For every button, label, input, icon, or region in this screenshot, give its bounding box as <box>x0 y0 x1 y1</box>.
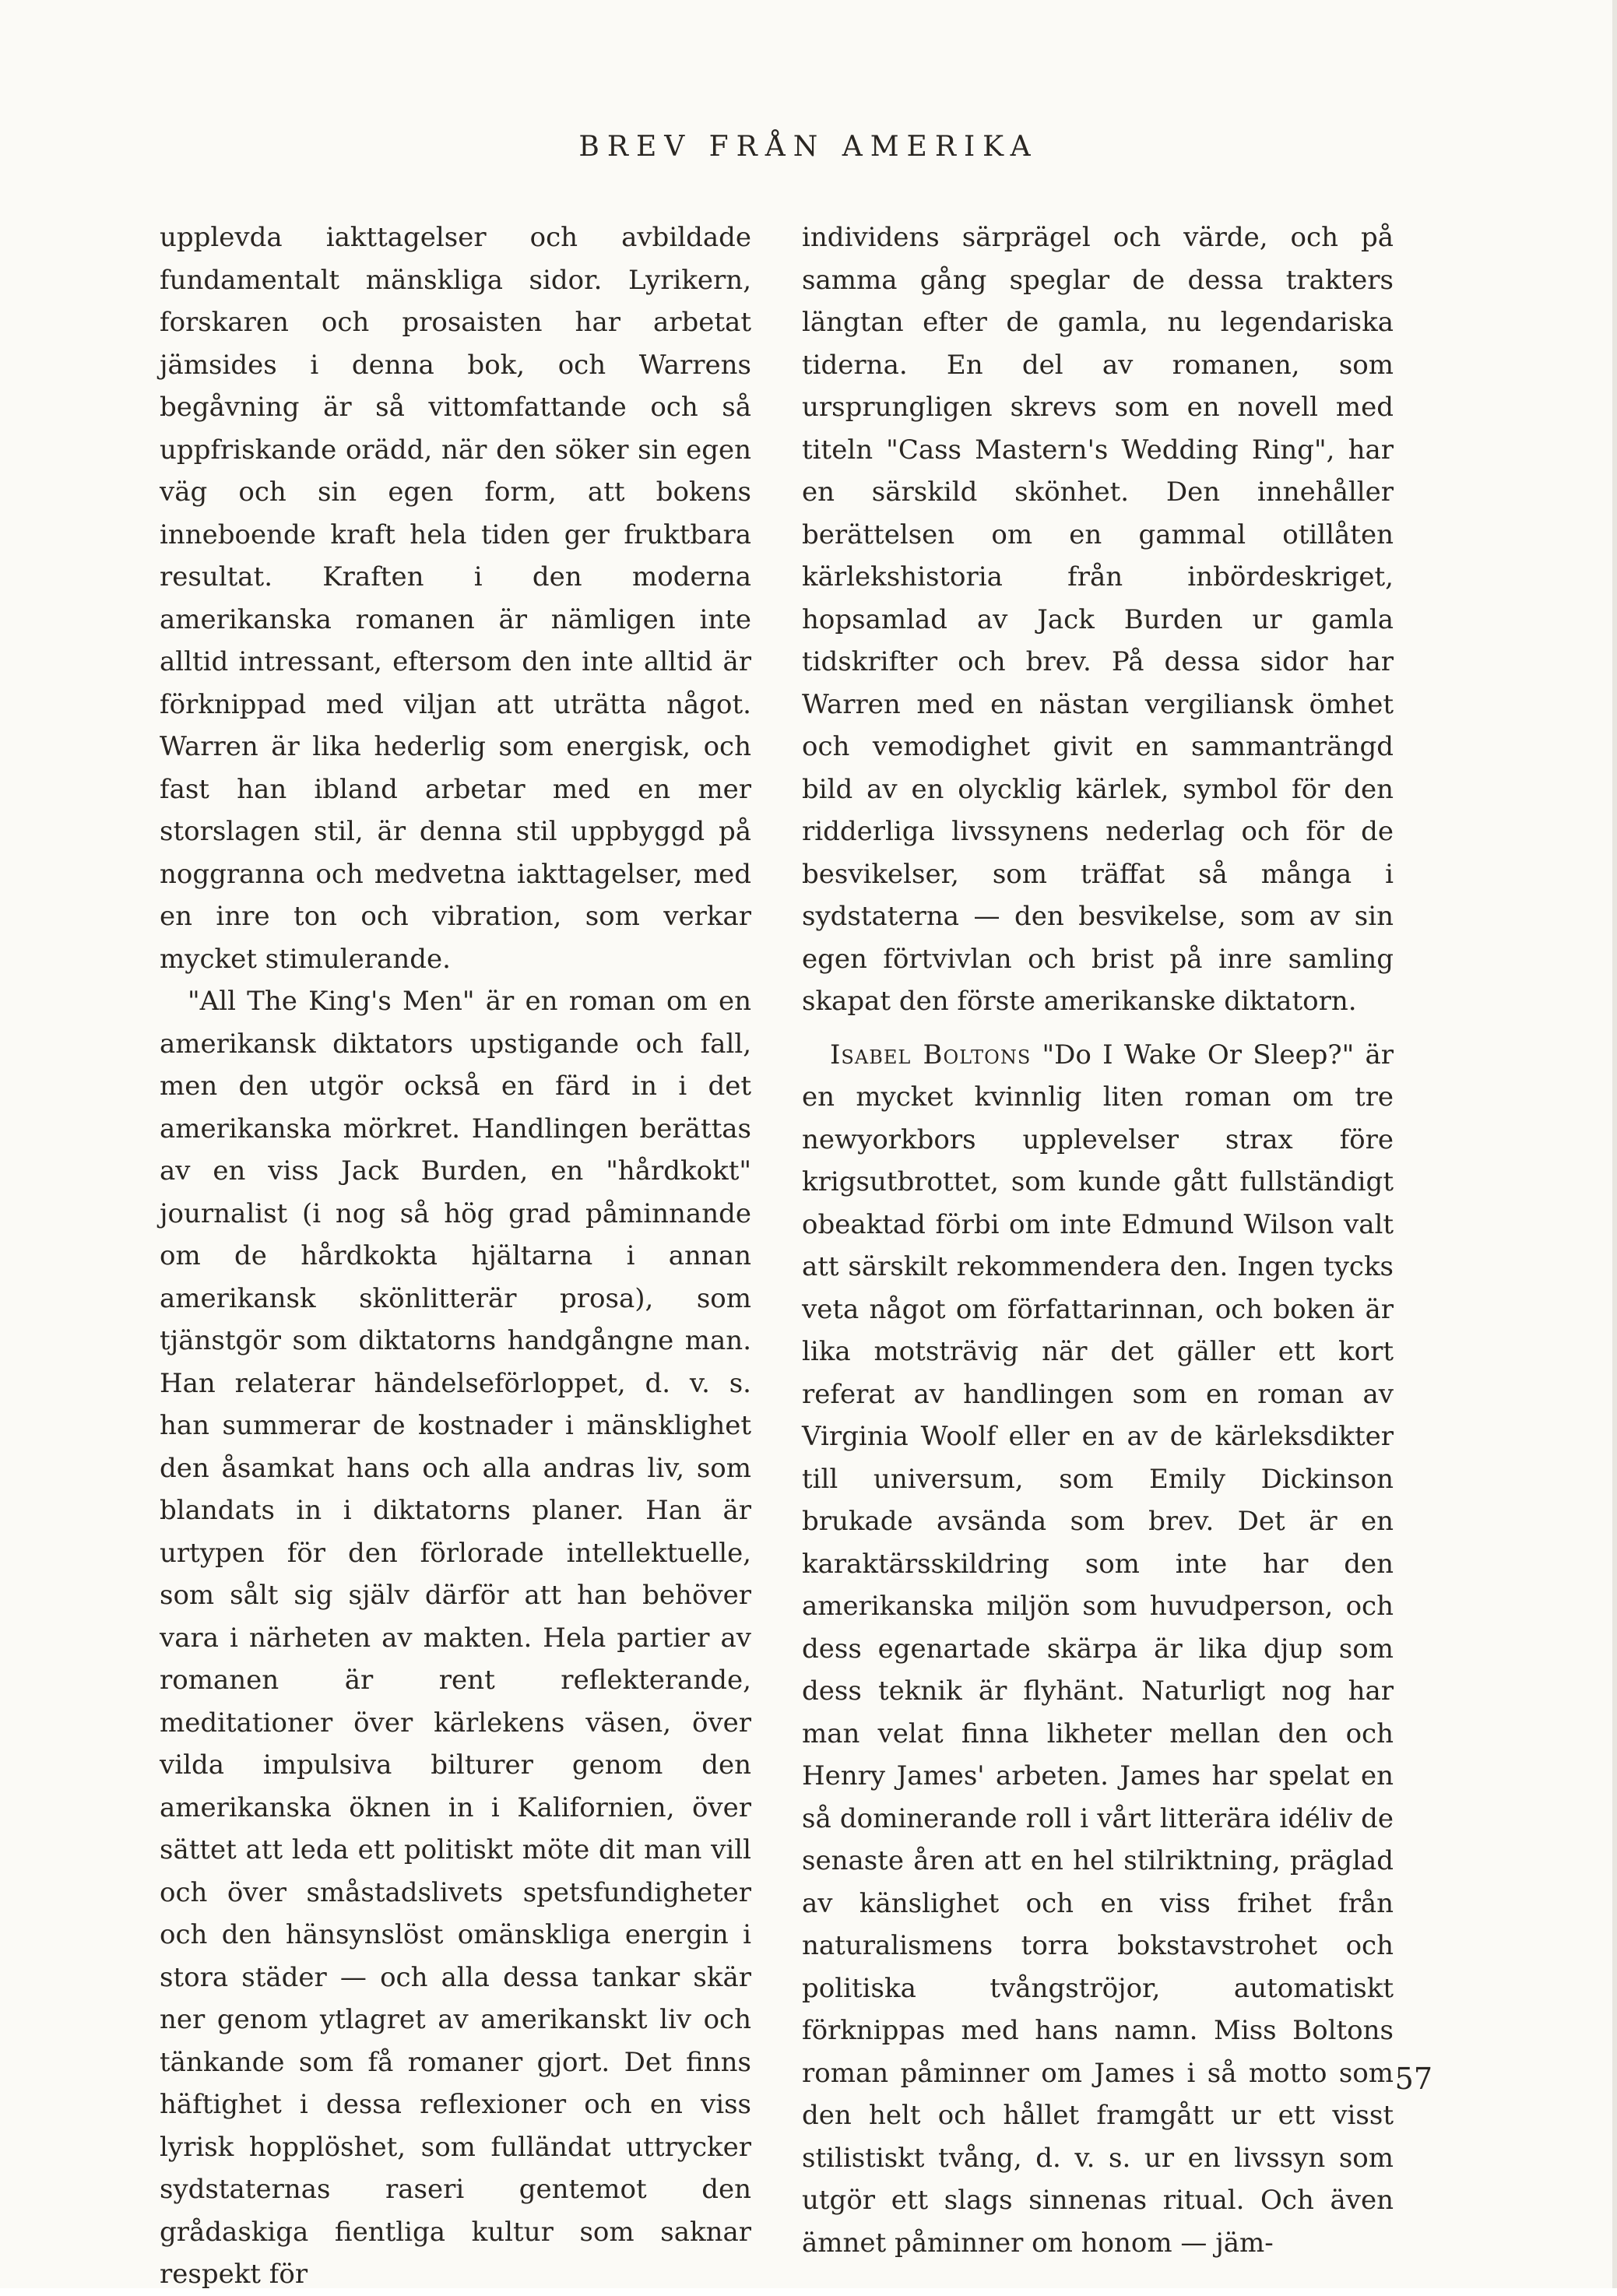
running-title: BREV FRÅN AMERIKA <box>578 131 1039 163</box>
left-paragraph-1: upplevda iakttagelser och avbildade fundamentalt mänskliga sidor. Lyrikern, forskaren och prosaisten har arbetat jämsides i denna bok, och Warrens begåvning är så vittomfattande och så uppfriskande orädd, när den söker sin egen väg och sin egen form, att bokens inneboende kraft hela tiden ger fruktbara resultat. Kraften i den moderna amerikanska romanen är nämligen inte alltid intressant, eftersom den inte alltid är förknippad med viljan att uträtta något. Warren är lika hederlig som energisk, och fast han ibland arbetar med en mer storslagen stil, är denna stil uppbyggd på noggranna och medvetna iakttagelser, med en inre ton och vibration, som verkar mycket stimulerande. <box>160 222 751 975</box>
right-paragraph-2-text: "Do I Wake Or Sleep?" är en mycket kvinnlig liten roman om tre newyorkbors upplevelser strax före krigsutbrottet, som kunde gått fullständigt obeaktad förbi om inte Edmund Wilson valt att särskilt rekommendera den. Ingen tycks veta något om författarinnan, och boken är lika motsträvig när det gäller ett kort referat av handlingen som en roman av Virginia Woolf eller en av de kärleksdikter till universum, som Emily Dickinson brukade avsända som brev. Det är en karaktärsskildring som inte har den amerikanska miljön som huvudperson, och dess egenartade skärpa är lika djup som dess teknik är flyhänt. Naturligt nog har man velat finna likheter mellan den och Henry James' arbeten. James har spelat en så dominerande roll i vårt litterära idéliv de senaste åren att en hel stilriktning, präglad av känslighet och en viss frihet från naturalismens torra bokstavstrohet och politiska tvångströjor, automatiskt förknippas med hans namn. Miss Boltons roman påminner om James i så motto som den helt och hållet framgått ur ett visst stilistiskt tvång, d. v. s. ur en livssyn som utgör ett slags sinnenas ritual. Och även ämnet påminner om honom — jäm- <box>802 1039 1394 2259</box>
right-column <box>802 216 1394 2264</box>
author-name-small-caps: Isabel Boltons <box>830 1039 1032 1071</box>
right-paragraph-2 <box>802 1034 1394 2265</box>
left-paragraph-2: "All The King's Men" är en roman om en amerikansk diktators upstigande och fall, men den utgör också en färd in i det amerikanska mörkret. Handlingen berättas av en viss Jack Burden, en "hårdkokt" journalist (i nog så hög grad påminnande om de hårdkokta hjältarna i annan amerikansk skönlitterär prosa), som tjänstgör som diktatorns handgångne man. Han relaterar händelseförloppet, d. v. s. han summerar de kostnader i mänsklighet den åsamkat hans och alla andras liv, som blandats in i diktatorns planer. Han är urtypen för den förlorade intellektuelle, som sålt sig själv därför att han behöver vara i närheten av makten. Hela partier av romanen är rent reflekterande, meditationer över kärlekens väsen, över vilda impulsiva bilturer genom den amerikanska öknen in i Kalifornien, över sättet att leda ett politiskt möte dit man vill och över småstadslivets spetsfundigheter och den hänsynslöst omänskliga energin i stora städer — och alla dessa tankar skär ner genom ytlagret av amerikanskt liv och tänkande som få romaner gjort. Det finns häftighet i dessa reflexioner och en viss lyrisk hopplöshet, som fulländat uttrycker sydstaternas raseri gentemot den grådaskiga fientliga kultur som saknar respekt för <box>160 986 751 2290</box>
page-number: 57 <box>1394 2062 1432 2096</box>
left-column <box>160 216 751 2296</box>
right-paragraph-1: individens särprägel och värde, och på samma gång speglar de dessa trakters längtan efter de gamla, nu legendariska tiderna. En del av romanen, som ursprungligen skrevs som en novell med titeln "Cass Mastern's Wedding Ring", har en särskild skönhet. Den innehåller berättelsen om en gammal otillåten kärlekshistoria från inbördeskriget, hopsamlad av Jack Burden ur gamla tidskrifter och brev. På dessa sidor har Warren med en nästan vergiliansk ömhet och vemodighet givit en sammanträngd bild av en olycklig kärlek, symbol för den ridderliga livssynens nederlag och för de besvikelser, som träffat så många i sydstaterna — den besvikelse, som av sin egen förtvivlan och brist på inre samling skapat den förste amerikanske diktatorn. <box>802 222 1394 1017</box>
